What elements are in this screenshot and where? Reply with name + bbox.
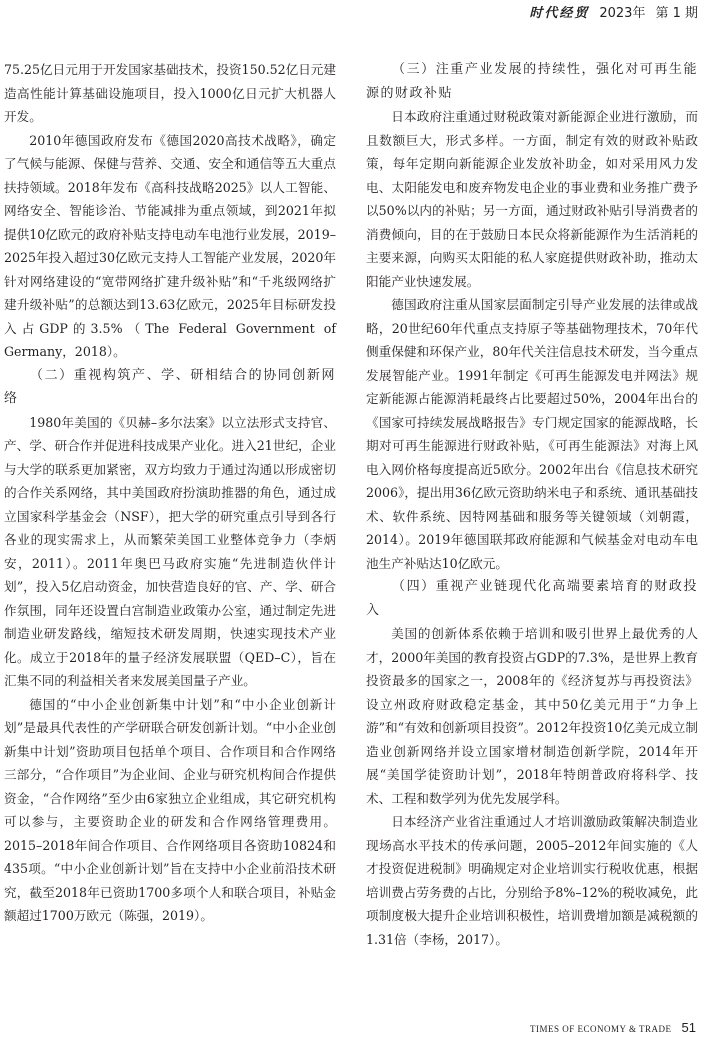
body-paragraph: 日本政府注重通过财税政策对新能源企业进行激励，而且数额巨大，形式多样。一方面，制定有效的财政补贴政策，每年定期向新能源企业发放补助金，如对采用风力发电、太阳能发电和废弃物发电企业的事业费和业务推广费予以50%以内的补贴；另一方面，通过财政补贴引导消费者的消费倾向，目的在于鼓励日本民众将新能源作为生活消耗的主要来源，向购买太阳能的私人家庭提供财政补助，推动太阳能产业快速发展。 [366,109,698,289]
page-footer [530,1020,696,1035]
page-number: 51 [681,1020,696,1035]
issue-year: 2023年 [599,5,646,21]
body-paragraph: 日本经济产业省注重通过人才培训激励政策解决制造业现场高水平技术的传承问题，2005–2012年间实施的《人才投资促进税制》明确规定对企业培训实行税收优惠，根据培训费占劳务费的占比，分别给予8%–12%的税收减免，此项制度极大提升企业培训积极性，培训费增加额是减税额的1.31倍（李杨，2017）。 [366,814,698,947]
journal-title: 时代经贸 [529,5,590,21]
issue-number: 第 1 期 [655,5,698,21]
right-column [366,58,698,951]
body-paragraph: 德国的“中小企业创新集中计划”和“中小企业创新计划”是最具代表性的产学研联合研发创新计划。“中小企业创新集中计划”资助项目包括单个项目、合作项目和合作网络三部分，“合作项目”为企业间、企业与研究机构间合作提供资金，“合作网络”至少由6家独立企业组成，其它研究机构可以参与，主要资助企业的研发和合作网络管理费用。2015–2018年间合作项目、合作网络项目各资助10824和435项。“中小企业创新计划”旨在支持中小企业前沿技术研究，截至2018年已资助1700多项个人和联合项目，补贴金额超过1700万欧元（陈强，2019）。 [4,696,336,923]
page-header [529,0,698,22]
body-paragraph: 1980年美国的《贝赫–多尔法案》以立法形式支持官、产、学、研合作并促进科技成果产业化。进入21世纪，企业与大学的联系更加紧密，双方均致力于通过沟通以形成密切的合作关系网络，其中美国政府扮演助推器的角色，通过成立国家科学基金会（NSF），把大学的研究重点引导到各行各业的现实需求上，从而繁荣美国工业整体竞争力（李炳安，2011）。2011年奥巴马政府实施“先进制造伙伴计划”，投入5亿启动资金，加快营造良好的官、产、学、研合作氛围，同年还设置白宫制造业政策办公室，通过制定先进制造业研发路线，缩短技术研发周期，快速实现技术产业化。成立于2018年的量子经济发展联盟（QED–C），旨在汇集不同的利益相关者来发展美国量子产业。 [4,414,336,688]
body-paragraph: 75.25亿日元用于开发国家基础技术，投资150.52亿日元建造高性能计算基础设施项目，投入1000亿日元扩大机器人开发。 [4,62,336,124]
left-column [4,58,336,928]
body-paragraph: 2010年德国政府发布《德国2020高技术战略》，确定了气候与能源、保健与营养、交通、安全和通信等五大重点扶持领域。2018年发布《高科技战略2025》以人工智能、网络安全、智能诊治、节能减排为重点领域，到2021年拟提供10亿欧元的政府补贴支持电动车电池行业发展，2019–2025年投入超过30亿欧元支持人工智能产业发展，2020年针对网络建设的“宽带网络扩建升级补贴”和“千兆级网络扩建升级补贴”的总额达到13.63亿欧元，2025年目标研发投入占GDP的3.5%（The Federal Government of Germany，2018）。 [4,132,337,359]
body-paragraph: 德国政府注重从国家层面制定引导产业发展的法律或战略，20世纪60年代重点支持原子等基础物理技术，70年代侧重保健和环保产业，80年代关注信息技术研发，当今重点发展智能产业。1991年制定《可再生能源发电并网法》规定新能源占能源消耗最终占比要超过50%，2004年出台的《国家可持续发展战略报告》专门规定国家的能源战略，长期对可再生能源进行财政补贴，《可再生能源法》对海上风电入网价格每度提高近5欧分。2002年出台《信息技术研究2006》，提出用36亿欧元资助纳米电子和系统、通讯基础技术、软件系统、因特网基础和服务等关键领域（刘朝霞，2014）。2019年德国联邦政府能源和气候基金对电动车电池生产补贴达10亿欧元。 [366,297,698,571]
section-heading: （二）重视构筑产、学、研相结合的协同创新网络 [4,367,336,406]
body-paragraph: 美国的创新体系依赖于培训和吸引世界上最优秀的人才，2000年美国的教育投资占GDP的7.3%，是世界上教育投资最多的国家之一，2008年的《经济复苏与再投资法》设立州政府财政稳定基金，其中50亿美元用于“力争上游”和“有效和创新项目投资”。2012年投资10亿美元成立制造业创新网络并设立国家增材制造创新学院，2014年开展“美国学徒资助计划”，2018年特朗普政府将科学、技术、工程和数学列为优先发展学科。 [366,626,698,806]
journal-english-name: TIMES OF ECONOMY & TRADE [530,1024,672,1034]
section-heading: （三）注重产业发展的持续性，强化对可再生能源的财政补贴 [366,62,698,101]
section-heading: （四）重视产业链现代化高端要素培育的财政投入 [366,579,698,618]
